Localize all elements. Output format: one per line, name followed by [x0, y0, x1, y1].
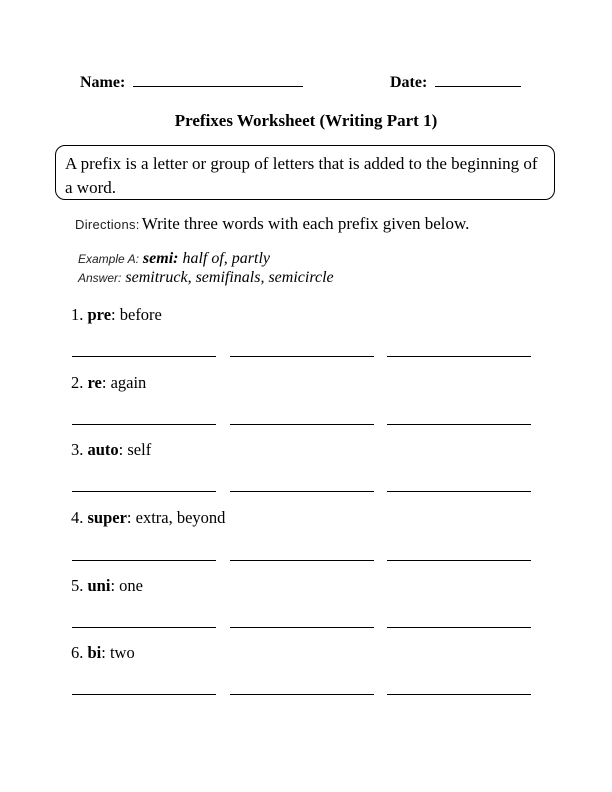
- item-number: 2.: [71, 373, 84, 392]
- name-label: Name:: [80, 74, 126, 91]
- date-label: Date:: [390, 74, 428, 91]
- answer-line[interactable]: [72, 491, 216, 492]
- item-number: 1.: [71, 305, 84, 324]
- question-item: [71, 305, 162, 325]
- answer-line[interactable]: [230, 491, 374, 492]
- question-item: [71, 576, 143, 596]
- answer-line[interactable]: [72, 627, 216, 628]
- item-prefix: auto: [87, 440, 119, 459]
- question-item: [71, 508, 225, 528]
- item-number: 3.: [71, 440, 84, 459]
- answer-line[interactable]: [230, 694, 374, 695]
- answer-line[interactable]: [387, 491, 531, 492]
- item-meaning: : again: [101, 373, 147, 392]
- example-meaning: half of, partly: [182, 250, 271, 267]
- example-row: [78, 250, 270, 268]
- answer-row: [78, 269, 334, 287]
- directions-label: Directions:: [75, 217, 140, 232]
- definition-box: [55, 145, 555, 200]
- item-meaning: : one: [110, 576, 143, 595]
- answer-label: Answer:: [78, 271, 122, 285]
- item-prefix: re: [87, 373, 102, 392]
- answer-line[interactable]: [72, 356, 216, 357]
- question-item: [71, 643, 135, 663]
- answer-line[interactable]: [72, 694, 216, 695]
- answer-line[interactable]: [72, 424, 216, 425]
- item-number: 6.: [71, 643, 84, 662]
- answer-line[interactable]: [387, 356, 531, 357]
- item-prefix: pre: [87, 305, 112, 324]
- item-meaning: : two: [101, 643, 135, 662]
- example-prefix: semi:: [142, 250, 179, 267]
- date-field: [390, 72, 521, 92]
- item-number: 4.: [71, 508, 84, 527]
- answer-line[interactable]: [230, 560, 374, 561]
- item-number: 5.: [71, 576, 84, 595]
- answer-line[interactable]: [230, 424, 374, 425]
- answer-line[interactable]: [387, 627, 531, 628]
- answer-line[interactable]: [387, 424, 531, 425]
- answer-line[interactable]: [387, 694, 531, 695]
- directions-text: Write three words with each prefix given below.: [141, 214, 470, 233]
- item-prefix: super: [87, 508, 127, 527]
- page-title: Prefixes Worksheet (Writing Part 1): [174, 111, 438, 130]
- item-prefix: uni: [87, 576, 111, 595]
- name-blank[interactable]: [133, 72, 303, 87]
- answer-line[interactable]: [72, 560, 216, 561]
- question-item: [71, 373, 146, 393]
- definition-text: A prefix is a letter or group of letters that is added to the beginning of a word.: [65, 154, 538, 197]
- item-meaning: : before: [111, 305, 162, 324]
- question-item: [71, 440, 151, 460]
- item-prefix: bi: [87, 643, 102, 662]
- item-meaning: : extra, beyond: [126, 508, 226, 527]
- answer-line[interactable]: [230, 627, 374, 628]
- date-blank[interactable]: [435, 72, 521, 87]
- answer-line[interactable]: [387, 560, 531, 561]
- answer-text: semitruck, semifinals, semicircle: [125, 269, 334, 286]
- name-field: [80, 72, 303, 92]
- answer-line[interactable]: [230, 356, 374, 357]
- item-meaning: : self: [118, 440, 152, 459]
- directions: [75, 214, 469, 234]
- example-label: Example A:: [78, 252, 139, 266]
